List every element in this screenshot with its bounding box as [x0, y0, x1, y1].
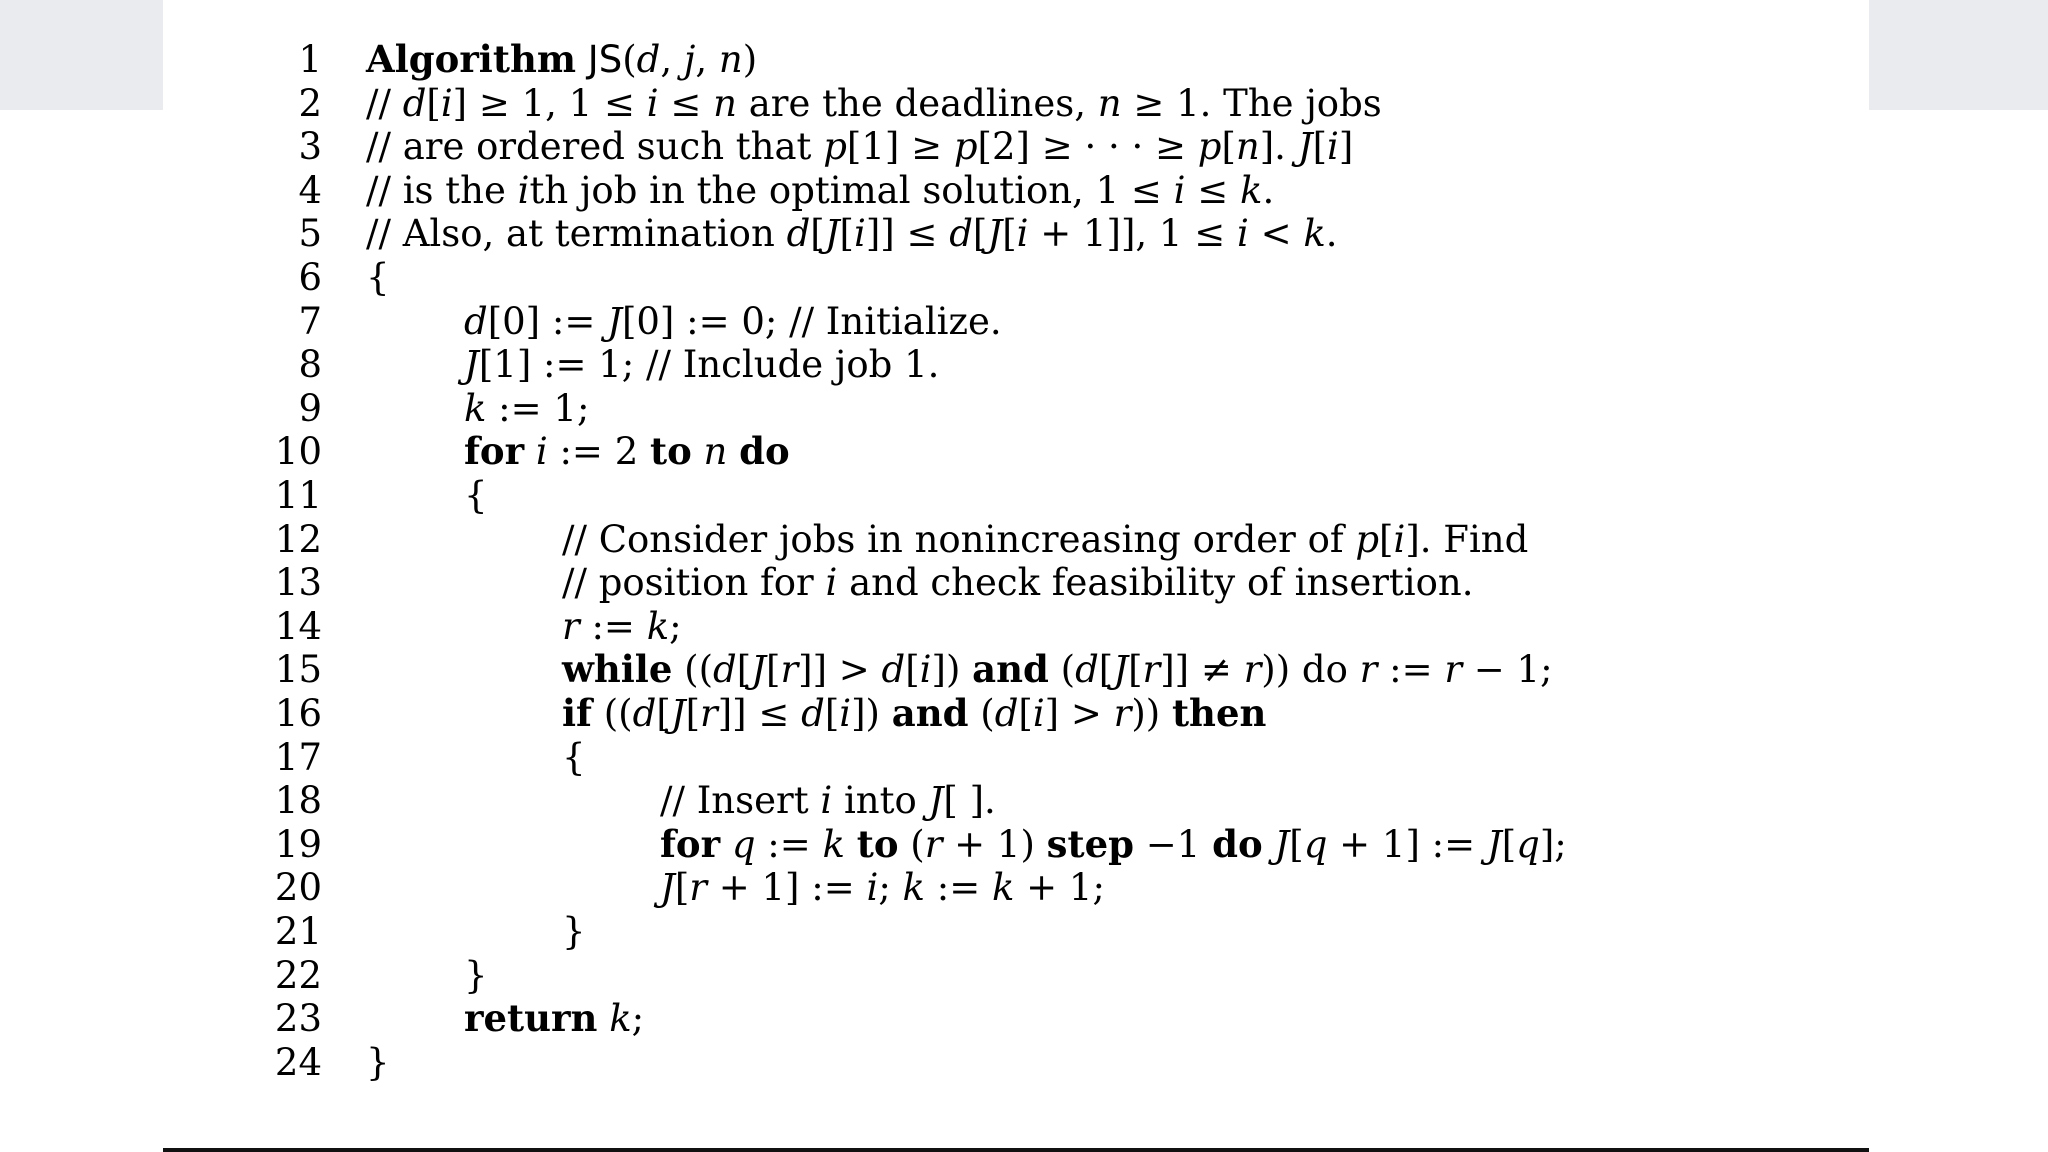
code-line: [0, 866, 2048, 909]
code-text: return k;: [464, 996, 645, 1041]
line-number: 15: [274, 648, 322, 692]
line-number: 18: [274, 779, 322, 823]
line-number: 10: [274, 430, 322, 474]
line-number: 16: [274, 692, 322, 735]
code-text: }: [562, 910, 586, 953]
line-number: 12: [274, 517, 322, 561]
line-number: 14: [274, 604, 322, 648]
line-number: 23: [274, 997, 322, 1041]
line-number: 13: [274, 561, 322, 605]
code-line: [0, 692, 2048, 735]
code-text: r := k;: [562, 604, 682, 648]
code-line: [0, 212, 2048, 255]
line-number: 2: [298, 81, 322, 125]
line-number: 11: [274, 474, 322, 517]
code-line: [0, 1041, 2048, 1084]
code-text: J[r + 1] := i; k := k + 1;: [660, 866, 1105, 910]
code-text: for q := k to (r + 1) step −1 do J[q + 1] := J[q];: [660, 821, 1567, 866]
line-number: 17: [274, 735, 322, 779]
code-text: if ((d[J[r]] ≤ d[i]) and (d[i] > r)) then: [562, 691, 1267, 735]
code-text: // d[i] ≥ 1, 1 ≤ i ≤ n are the deadlines, n ≥ 1. The jobs: [366, 81, 1382, 125]
code-text: {: [562, 735, 586, 779]
code-text: // is the ith job in the optimal solution, 1 ≤ i ≤ k.: [366, 168, 1275, 212]
code-line: [0, 910, 2048, 953]
code-line: [0, 823, 2048, 866]
line-number: 3: [298, 125, 322, 169]
code-line: [0, 997, 2048, 1040]
code-line: [0, 169, 2048, 212]
line-number: 1: [298, 38, 322, 81]
code-text: // position for i and check feasibility of insertion.: [562, 561, 1474, 605]
line-number: 24: [274, 1040, 322, 1084]
line-number: 5: [298, 212, 322, 256]
line-number: 7: [298, 299, 322, 343]
code-text: {: [464, 474, 488, 517]
code-text: // Also, at termination d[J[i]] ≤ d[J[i + 1]], 1 ≤ i < k.: [366, 212, 1338, 256]
code-text: }: [366, 1040, 390, 1084]
code-text: for i := 2 to n do: [464, 429, 790, 474]
code-line: [0, 38, 2048, 81]
code-line: [0, 605, 2048, 648]
code-line: [0, 125, 2048, 168]
line-number: 22: [274, 953, 322, 997]
bottom-rule: [163, 1148, 1869, 1152]
line-number: 21: [274, 910, 322, 953]
code-text: d[0] := J[0] := 0; // Initialize.: [464, 299, 1002, 343]
code-text: k := 1;: [464, 386, 590, 430]
line-number: 19: [274, 822, 322, 866]
line-number: 8: [298, 343, 322, 387]
code-line: [0, 474, 2048, 517]
code-text: J[1] := 1; // Include job 1.: [464, 343, 940, 387]
code-line: [0, 518, 2048, 561]
line-number: 4: [298, 168, 322, 212]
code-text: // are ordered such that p[1] ≥ p[2] ≥ · · · ≥ p[n]. J[i]: [366, 125, 1354, 169]
code-line: [0, 648, 2048, 691]
code-line: [0, 779, 2048, 822]
code-line: [0, 300, 2048, 343]
line-number: 9: [298, 386, 322, 430]
code-text: Algorithm JS(d, j, n): [366, 37, 758, 81]
code-text: while ((d[J[r]] > d[i]) and (d[J[r]] ≠ r)) do r := r − 1;: [562, 647, 1553, 692]
code-line: [0, 343, 2048, 386]
code-line: [0, 430, 2048, 473]
code-line: [0, 954, 2048, 997]
code-text: // Consider jobs in nonincreasing order of p[i]. Find: [562, 517, 1529, 561]
line-number: 6: [298, 256, 322, 299]
code-line: [0, 256, 2048, 299]
code-line: [0, 736, 2048, 779]
code-text: // Insert i into J[ ].: [660, 779, 996, 823]
code-line: [0, 561, 2048, 604]
code-line: [0, 387, 2048, 430]
code-text: }: [464, 953, 488, 997]
code-line: [0, 82, 2048, 125]
code-text: {: [366, 256, 390, 299]
line-number: 20: [274, 866, 322, 910]
